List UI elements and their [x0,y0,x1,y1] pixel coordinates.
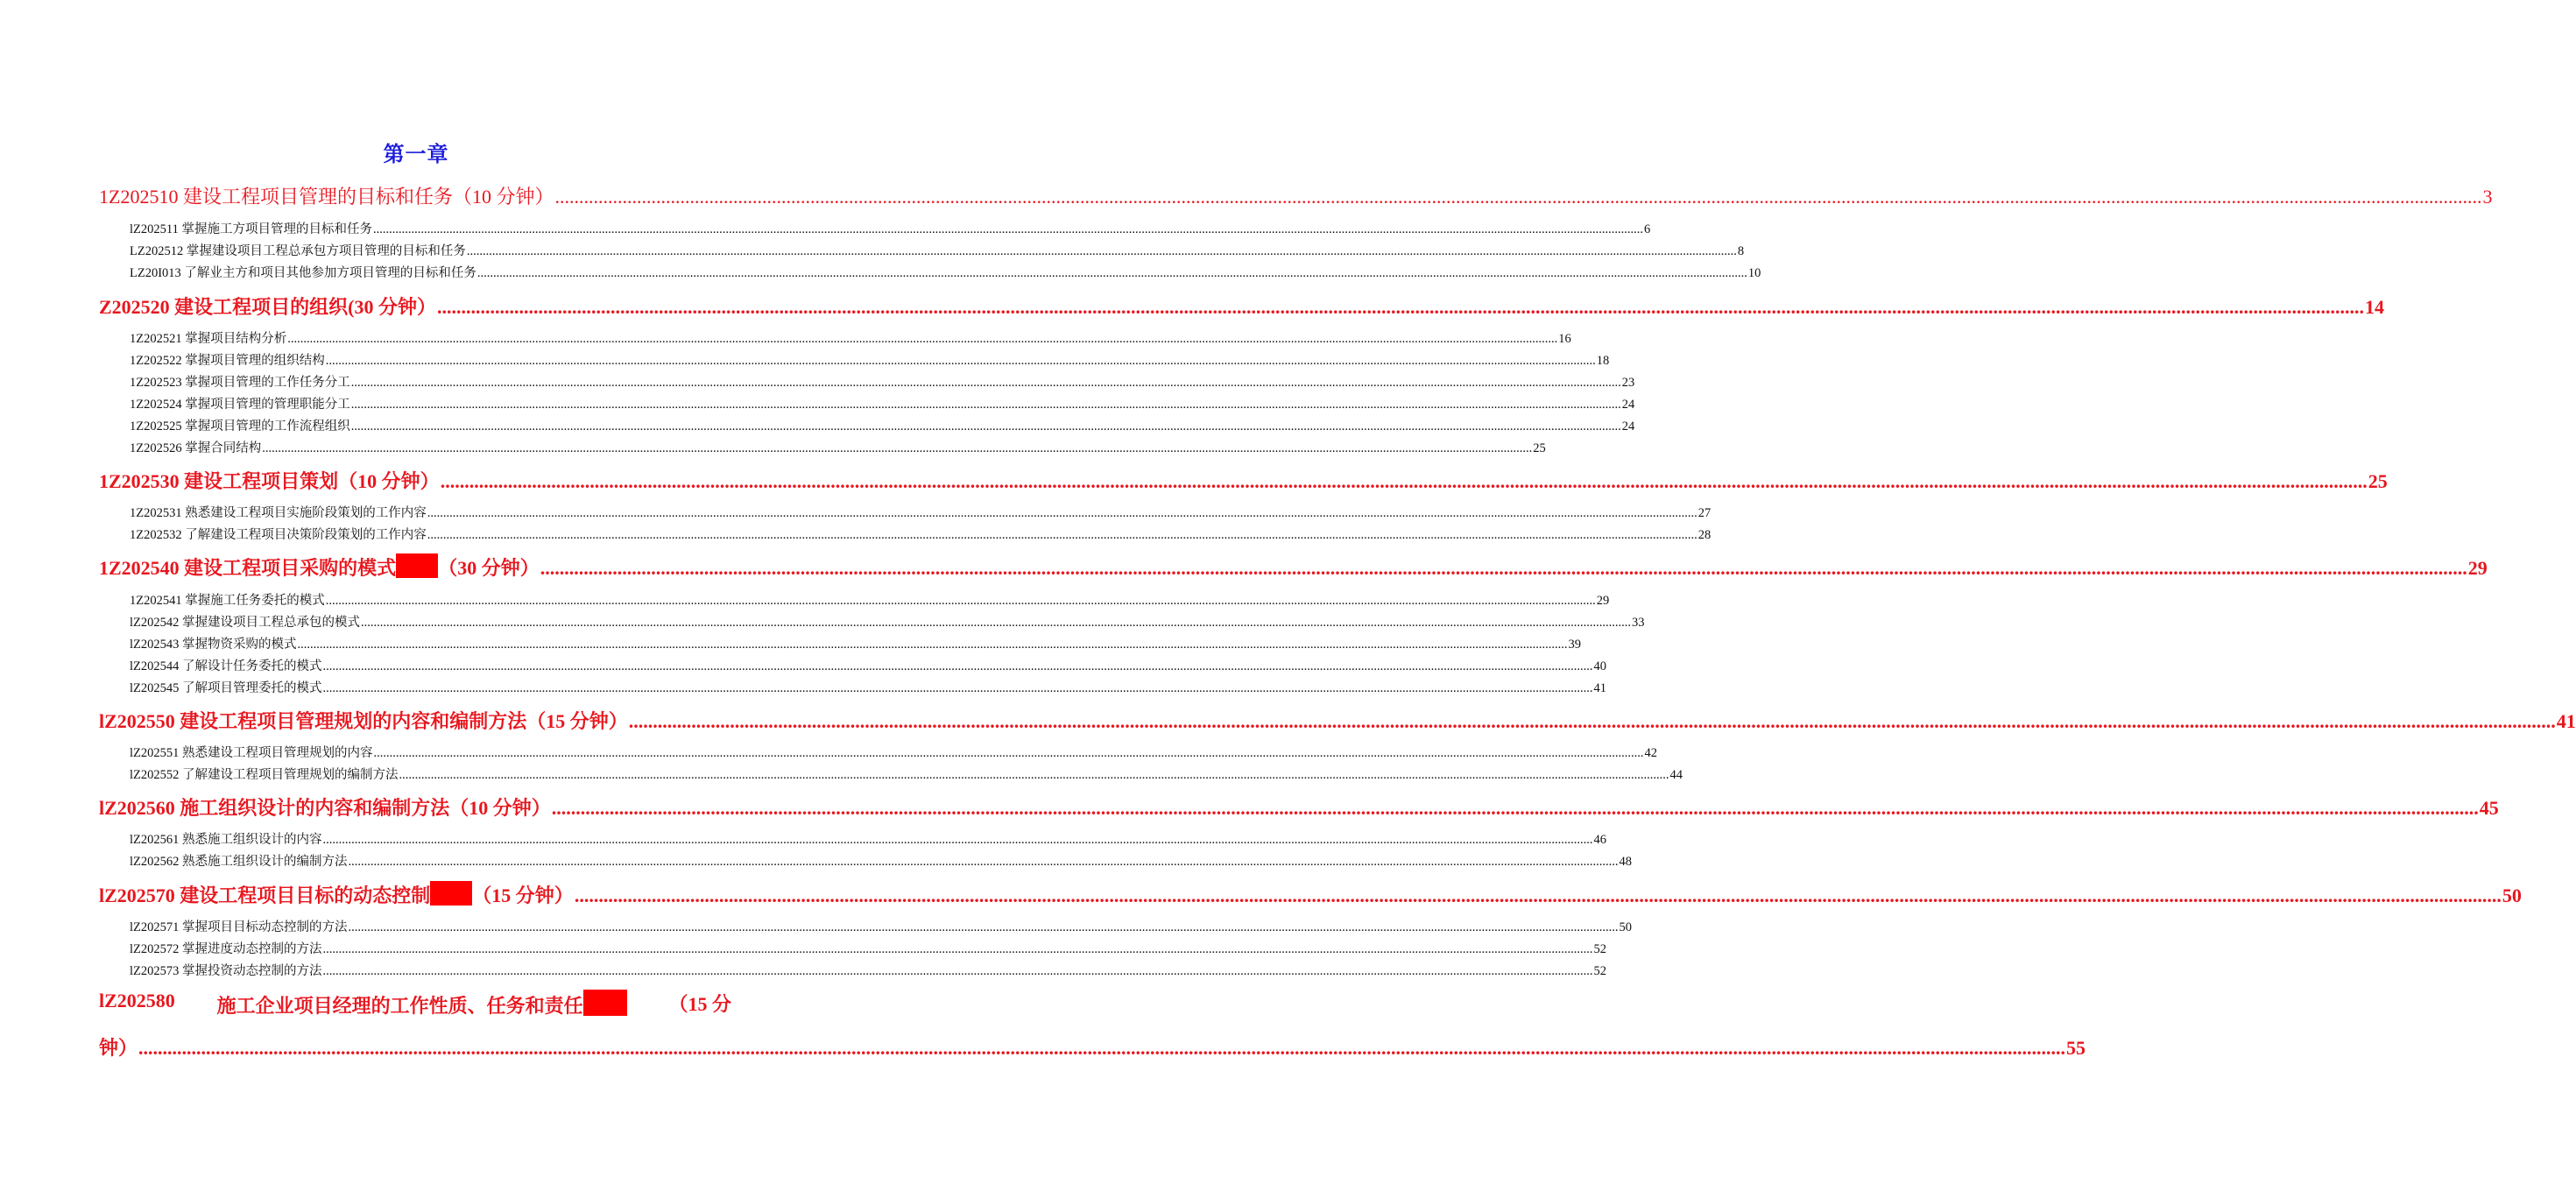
toc-item-text: lZ202551 熟悉建设工程项目管理规划的内容 [130,746,373,760]
toc-page-number: 33 [1632,616,1645,630]
dot-leader: ................................................................................................................................................................................................................................................................................................................................................................................................................ [322,942,1593,956]
toc-page-number: 29 [1596,594,1610,608]
toc-page-number: 50 [2502,885,2522,906]
dot-leader: ................................................................................................................................................................................................................................................................................................................................................................................................................ [574,885,2502,906]
toc-item[interactable] [130,328,1571,347]
toc-page-number: 45 [2479,797,2499,819]
dot-leader: ................................................................................................................................................................................................................................................................................................................................................................................................................ [373,746,1644,760]
toc-item-text: 1Z202525 掌握项目管理的工作流程组织 [130,419,350,433]
toc-page-number: 40 [1593,659,1607,673]
toc-heading-1z202530[interactable] [99,467,2388,494]
toc-page-number: 24 [1621,419,1635,433]
toc-page-number: 41 [2556,710,2576,732]
toc-item-text: lZ202571 掌握项目目标动态控制的方法 [130,920,348,934]
dot-leader: ................................................................................................................................................................................................................................................................................................................................................................................................................ [297,638,1568,652]
toc-item[interactable] [130,416,1635,434]
toc-page-number: 6 [1643,222,1651,236]
toc-heading-text: lZ202550 建设工程项目管理规划的内容和编制方法（15 分钟） [99,710,628,732]
dot-leader: ................................................................................................................................................................................................................................................................................................................................................................................................................ [476,266,1747,280]
toc-heading-text-after: （15 分 [668,993,731,1015]
dot-leader: ................................................................................................................................................................................................................................................................................................................................................................................................................ [325,354,1596,368]
toc-heading-text: Z202520 建设工程项目的组织(30 分钟） [99,296,437,318]
toc-page-number: 24 [1621,398,1635,412]
toc-item-text: lZ202552 了解建设工程项目管理规划的编制方法 [130,768,399,782]
toc-item[interactable] [130,263,1761,281]
toc-item-text: lZ202562 熟悉施工组织设计的编制方法 [130,855,348,869]
toc-page-number: 52 [1593,964,1607,978]
toc-item-text: 1Z202531 熟悉建设工程项目实施阶段策划的工作内容 [130,506,427,520]
dot-leader: ................................................................................................................................................................................................................................................................................................................................................................................................................ [437,296,2365,318]
toc-item[interactable] [130,438,1546,456]
toc-item-text: 1Z202524 掌握项目管理的管理职能分工 [130,398,350,412]
toc-page-number: 3 [2482,186,2493,208]
toc-heading-text [99,881,574,908]
toc-heading-text: 钟） [99,1037,138,1059]
toc-heading-text: 1Z202530 建设工程项目策划（10 分钟） [99,470,440,492]
toc-item[interactable] [130,372,1635,391]
toc-page-number: 46 [1593,833,1607,847]
toc-page-number: 14 [2365,296,2385,318]
chapter-title: 第一章 [383,144,449,166]
toc-item-text: 1Z202521 掌握项目结构分析 [130,332,287,346]
toc-item[interactable] [130,394,1635,412]
dot-leader: ................................................................................................................................................................................................................................................................................................................................................................................................................ [322,659,1593,673]
toc-item[interactable] [130,612,1645,631]
toc-page-number: 16 [1558,332,1571,346]
dot-leader: ................................................................................................................................................................................................................................................................................................................................................................................................................ [325,594,1596,608]
toc-item-text: lZ202542 掌握建设项目工程总承包的模式 [130,616,361,630]
toc-item[interactable] [130,829,1607,848]
dot-leader: ................................................................................................................................................................................................................................................................................................................................................................................................................ [399,768,1669,782]
toc-heading-lz202570[interactable] [99,881,2522,908]
toc-item-text: lZ202561 熟悉施工组织设计的内容 [130,833,322,847]
toc-item-text: 1Z202532 了解建设工程项目决策阶段策划的工作内容 [130,528,427,542]
toc-item[interactable] [130,961,1607,979]
toc-item-text: lZ202544 了解设计任务委托的模式 [130,659,322,673]
toc-item-text: 1Z202526 掌握合同结构 [130,441,262,455]
dot-leader: ................................................................................................................................................................................................................................................................................................................................................................................................................ [322,681,1593,695]
dot-leader: ................................................................................................................................................................................................................................................................................................................................................................................................................ [322,833,1593,847]
toc-heading-1z202540[interactable] [99,553,2488,581]
dot-leader: ................................................................................................................................................................................................................................................................................................................................................................................................................ [427,528,1697,542]
toc-page-number: 27 [1697,506,1711,520]
toc-item[interactable] [130,743,1658,761]
toc-item[interactable] [130,503,1711,521]
toc-heading-lz202560[interactable] [99,793,2499,821]
redaction-block [583,990,627,1016]
toc-page-number: 52 [1593,942,1607,956]
redaction-block [430,881,472,906]
toc-heading-text [99,553,540,581]
dot-leader: ................................................................................................................................................................................................................................................................................................................................................................................................................ [138,1037,2066,1059]
toc-page-number: 41 [1593,681,1607,695]
toc-page-number: 8 [1737,244,1745,258]
toc-page-number: 39 [1568,638,1582,652]
dot-leader: ................................................................................................................................................................................................................................................................................................................................................................................................................ [361,616,1632,630]
toc-page-number: 50 [1619,920,1633,934]
redaction-block [396,553,438,578]
toc-item-text: lZ202572 掌握进度动态控制的方法 [130,942,322,956]
dot-leader: ................................................................................................................................................................................................................................................................................................................................................................................................................ [350,419,1621,433]
toc-item[interactable] [130,350,1610,369]
toc-page-number: 10 [1747,266,1761,280]
toc-heading-text-before: 施工企业项目经理的工作性质、任务和责任 [216,995,583,1017]
dot-leader: ................................................................................................................................................................................................................................................................................................................................................................................................................ [554,186,2482,208]
toc-page-number: 44 [1669,768,1683,782]
toc-item-text: LZ202512 掌握建设项目工程总承包方项目管理的目标和任务 [130,244,466,258]
dot-leader: ................................................................................................................................................................................................................................................................................................................................................................................................................ [372,222,1643,236]
toc-page-number: 28 [1697,528,1711,542]
dot-leader: ................................................................................................................................................................................................................................................................................................................................................................................................................ [628,710,2556,732]
toc-item[interactable] [130,656,1607,674]
toc-item-text: LZ20I013 了解业主方和项目其他参加方项目管理的目标和任务 [130,266,476,280]
toc-item[interactable] [130,590,1610,609]
toc-item-text: lZ202545 了解项目管理委托的模式 [130,681,322,695]
toc-item[interactable] [130,939,1607,957]
toc-item[interactable] [130,219,1651,237]
dot-leader: ................................................................................................................................................................................................................................................................................................................................................................................................................ [348,855,1619,869]
toc-heading-code: lZ202580 [99,990,175,1011]
toc-heading-text: 1Z202510 建设工程项目管理的目标和任务（10 分钟） [99,186,554,208]
dot-leader: ................................................................................................................................................................................................................................................................................................................................................................................................................ [322,964,1593,978]
toc-item-text: 1Z202523 掌握项目管理的工作任务分工 [130,376,350,390]
toc-item[interactable] [130,917,1633,935]
toc-heading-text-before: 1Z202540 建设工程项目采购的模式 [99,557,397,579]
dot-leader: ................................................................................................................................................................................................................................................................................................................................................................................................................ [427,506,1697,520]
toc-item[interactable] [130,241,1745,259]
toc-heading-text-after: （30 分钟） [438,557,540,579]
toc-item[interactable] [130,851,1633,870]
toc-heading-text-after: （15 分钟） [472,885,574,906]
dot-leader: ................................................................................................................................................................................................................................................................................................................................................................................................................ [466,244,1737,258]
toc-heading-lz202550[interactable] [99,707,2576,734]
toc-item[interactable] [130,678,1607,696]
toc-page-number: 23 [1621,376,1635,390]
toc-page-number: 48 [1619,855,1633,869]
toc-page-number: 25 [1533,441,1546,455]
toc-item[interactable] [130,525,1711,543]
dot-leader: ................................................................................................................................................................................................................................................................................................................................................................................................................ [287,332,1558,346]
dot-leader: ................................................................................................................................................................................................................................................................................................................................................................................................................ [262,441,1533,455]
toc-item[interactable] [130,765,1683,783]
dot-leader: ................................................................................................................................................................................................................................................................................................................................................................................................................ [348,920,1619,934]
toc-page-number: 55 [2066,1037,2086,1059]
dot-leader: ................................................................................................................................................................................................................................................................................................................................................................................................................ [540,557,2467,579]
toc-item-text: lZ202573 掌握投资动态控制的方法 [130,964,322,978]
toc-item-text: 1Z202522 掌握项目管理的组织结构 [130,354,325,368]
toc-heading-text: lZ202560 施工组织设计的内容和编制方法（10 分钟） [99,797,551,819]
toc-heading-1z202510[interactable] [99,182,2493,209]
toc-heading-text-before: lZ202570 建设工程项目目标的动态控制 [99,885,431,906]
toc-page-number: 18 [1596,354,1610,368]
toc-item-text: lZ202543 掌握物资采购的模式 [130,638,297,652]
toc-heading-text [217,990,627,1018]
toc-item-text: 1Z202541 掌握施工任务委托的模式 [130,594,325,608]
dot-leader: ................................................................................................................................................................................................................................................................................................................................................................................................................ [350,376,1621,390]
toc-page-number: 25 [2368,470,2388,492]
toc-heading-z202520[interactable] [99,292,2385,320]
dot-leader: ................................................................................................................................................................................................................................................................................................................................................................................................................ [440,470,2368,492]
dot-leader: ................................................................................................................................................................................................................................................................................................................................................................................................................ [551,797,2479,819]
toc-item-text: lZ202511 掌握施工方项目管理的目标和任务 [130,222,372,236]
toc-heading-lz202580-line2[interactable] [99,1033,2086,1061]
dot-leader: ................................................................................................................................................................................................................................................................................................................................................................................................................ [350,398,1621,412]
toc-heading-lz202580-line1[interactable] [99,990,731,1018]
toc-page-number: 42 [1644,746,1658,760]
toc-item[interactable] [130,634,1582,652]
toc-page-number: 29 [2467,557,2488,579]
